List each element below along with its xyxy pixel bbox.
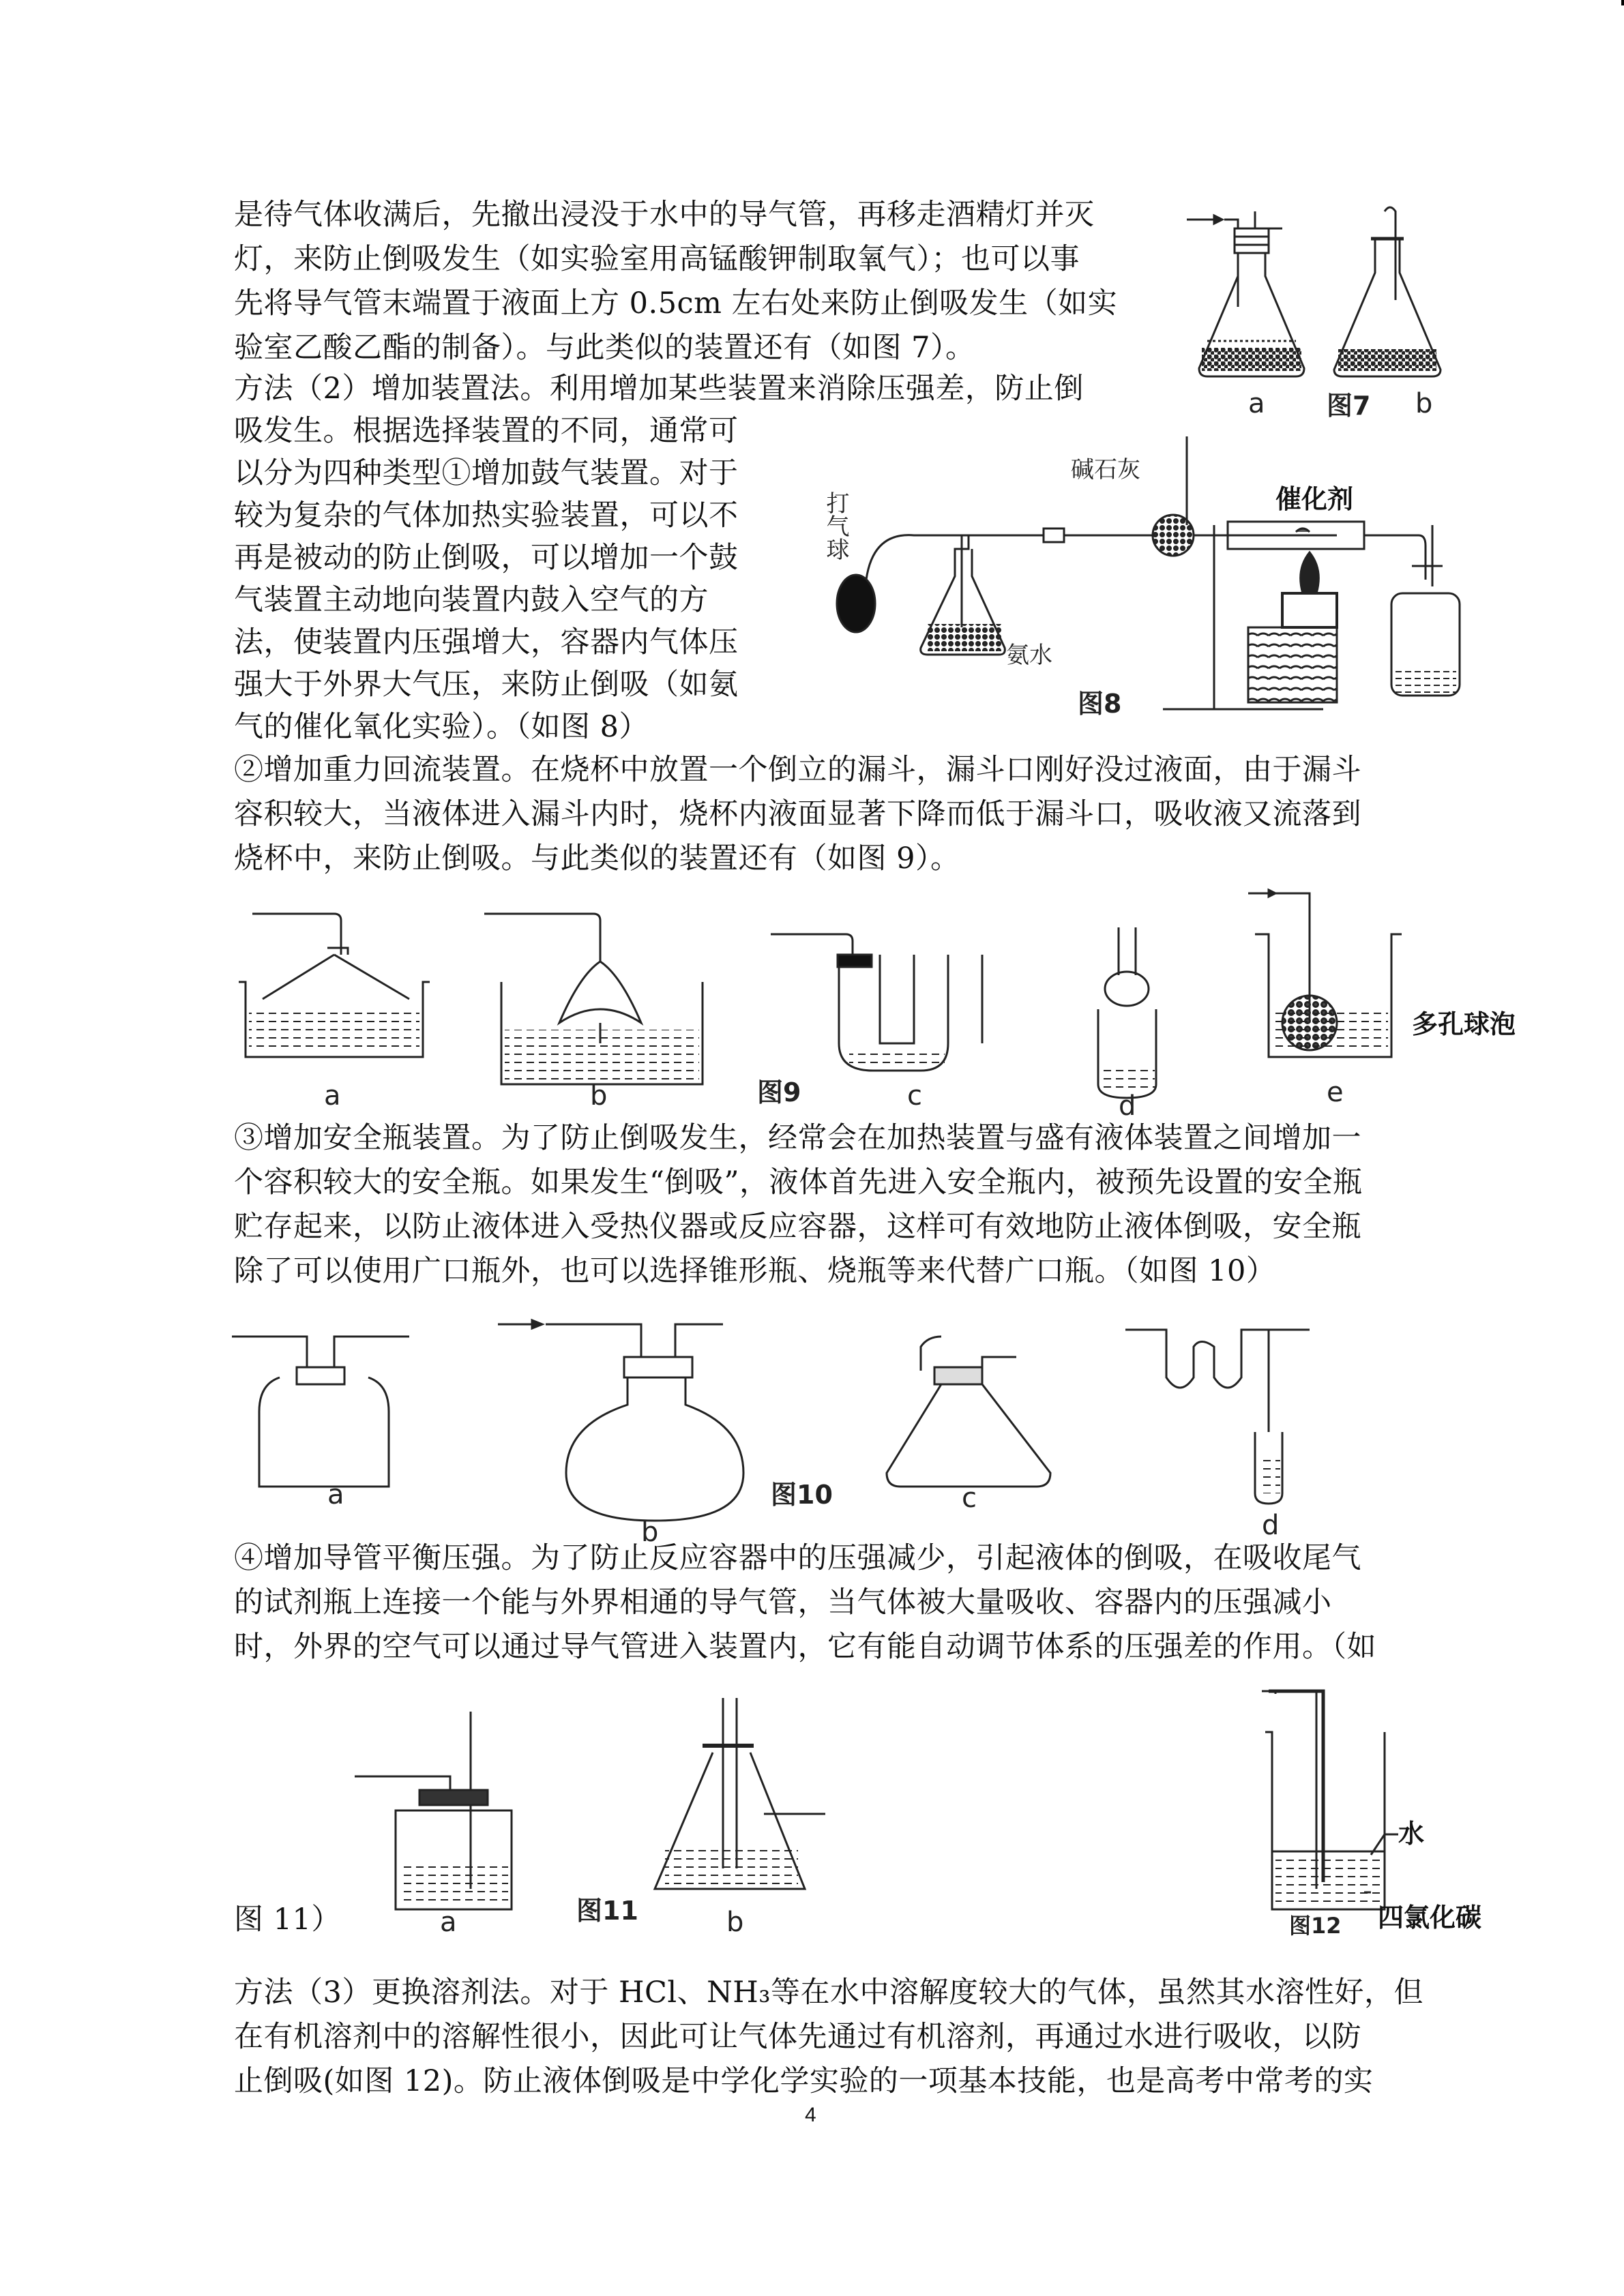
fig7-label-b: b — [1415, 388, 1433, 419]
figure-12 — [1262, 1684, 1507, 1939]
text-line: 气的催化氧化实验）。（如图 8） — [234, 710, 649, 744]
text-line: 贮存起来，以防止液体进入受热仪器或反应容器，这样可有效地防止液体倒吸，安全瓶 — [234, 1210, 1361, 1244]
fig7-caption: 图7 — [1327, 391, 1371, 421]
fig8-label-catalyst: 催化剂 — [1275, 484, 1354, 514]
text-line: 方法（3）更换溶剂法。对于 HCl、NH₃等在水中溶解度较大的气体，虽然其水溶性好，但 — [234, 1976, 1424, 2010]
fig7-label-a: a — [1248, 388, 1265, 419]
fig8-label-pump: 打气球 — [822, 491, 849, 561]
fig12-label-water: 水 — [1398, 1819, 1425, 1849]
text-line: 法，使装置内压强增大，容器内气体压 — [234, 625, 739, 659]
text-line: 容积较大，当液体进入漏斗内时，烧杯内液面显著下降而低于漏斗口，吸收液又流落到 — [234, 797, 1361, 831]
text-line: 是待气体收满后，先撤出浸没于水中的导气管，再移走酒精灯并灭 — [234, 198, 1095, 232]
text-line: 方法（2）增加装置法。利用增加某些装置来消除压强差，防止倒 — [234, 372, 1084, 406]
fig11-label-a: a — [440, 1907, 457, 1938]
text-line: 止倒吸(如图 12)。防止液体倒吸是中学化学实验的一项基本技能，也是高考中常考的实 — [234, 2064, 1374, 2098]
text-line: 除了可以使用广口瓶外，也可以选择锥形瓶、烧瓶等来代替广口瓶。（如图 10） — [234, 1254, 1276, 1288]
text-line: 以分为四种类型①增加鼓气装置。对于 — [234, 456, 739, 490]
page-corner-mark — [1621, 0, 1624, 5]
fig9-label-a: a — [324, 1080, 341, 1112]
text-line: 吸发生。根据选择装置的不同，通常可 — [234, 414, 739, 448]
fig10-label-a: a — [327, 1479, 344, 1510]
fig9-label-d: d — [1119, 1090, 1136, 1122]
fig9-label-e: e — [1327, 1077, 1344, 1108]
fig10-label-c: c — [962, 1482, 977, 1514]
text-line: 烧杯中，来防止倒吸。与此类似的装置还有（如图 9）。 — [234, 841, 960, 876]
fig10-label-d: d — [1262, 1510, 1280, 1541]
fig8-caption: 图8 — [1078, 689, 1122, 719]
fig8-label-ammonia: 氨水 — [1006, 642, 1052, 669]
figure-8 — [822, 423, 1514, 736]
fig12-label-ccl4: 四氯化碳 — [1378, 1903, 1482, 1933]
fig11-label-b: b — [726, 1907, 744, 1938]
figure-10 — [232, 1309, 1460, 1548]
fig9-label-c: c — [907, 1080, 922, 1112]
text-line: ③增加安全瓶装置。为了防止倒吸发生，经常会在加热装置与盛有液体装置之间增加一 — [234, 1121, 1361, 1155]
text-line: 验室乙酸乙酯的制备）。与此类似的装置还有（如图 7）。 — [234, 331, 975, 365]
text-line: 灯，来防止倒吸发生（如实验室用高锰酸钾制取氧气）；也可以事 — [234, 242, 1080, 276]
text-line: 个容积较大的安全瓶。如果发生“倒吸”，液体首先进入安全瓶内，被预先设置的安全瓶 — [234, 1165, 1363, 1199]
text-line: 再是被动的防止倒吸，可以增加一个鼓 — [234, 541, 739, 575]
fig9-label-b: b — [590, 1080, 608, 1112]
text-line: 较为复杂的气体加热实验装置，可以不 — [234, 498, 739, 533]
text-line: 强大于外界大气压，来防止倒吸（如氨 — [234, 668, 739, 702]
text-line: ④增加导管平衡压强。为了防止反应容器中的压强减少，引起液体的倒吸，在吸收尾气 — [234, 1541, 1361, 1575]
text-line: 的试剂瓶上连接一个能与外界相通的导气管，当气体被大量吸收、容器内的压强减小 — [234, 1585, 1332, 1620]
fig9-label-porous: 多孔球泡 — [1412, 1009, 1516, 1039]
fig10-label-b: b — [641, 1517, 659, 1548]
fig12-caption: 图12 — [1289, 1913, 1342, 1939]
figure-9 — [232, 886, 1516, 1122]
fig9-caption: 图9 — [757, 1077, 801, 1107]
text-line: 时，外界的空气可以通过导气管进入装置内，它有能自动调节体系的压强差的作用。（如 — [234, 1630, 1376, 1664]
text-line: 气装置主动地向装置内鼓入空气的方 — [234, 583, 709, 617]
text-line: 在有机溶剂中的溶解性很小，因此可让气体先通过有机溶剂，再通过水进行吸收，以防 — [234, 2020, 1361, 2054]
text-line: ②增加重力回流装置。在烧杯中放置一个倒立的漏斗，漏斗口刚好没过液面，由于漏斗 — [234, 753, 1361, 787]
text-line: 图 11） — [234, 1903, 341, 1937]
figure-11 — [355, 1691, 873, 1937]
fig11-caption: 图11 — [576, 1896, 638, 1926]
fig8-label-soda-lime: 碱石灰 — [1071, 456, 1140, 483]
text-line: 先将导气管末端置于液面上方 0.5cm 左右处来防止倒吸发生（如实 — [234, 286, 1118, 320]
fig10-caption: 图10 — [771, 1480, 833, 1510]
page-number: 4 — [805, 2104, 816, 2126]
figure-7 — [1187, 198, 1460, 430]
